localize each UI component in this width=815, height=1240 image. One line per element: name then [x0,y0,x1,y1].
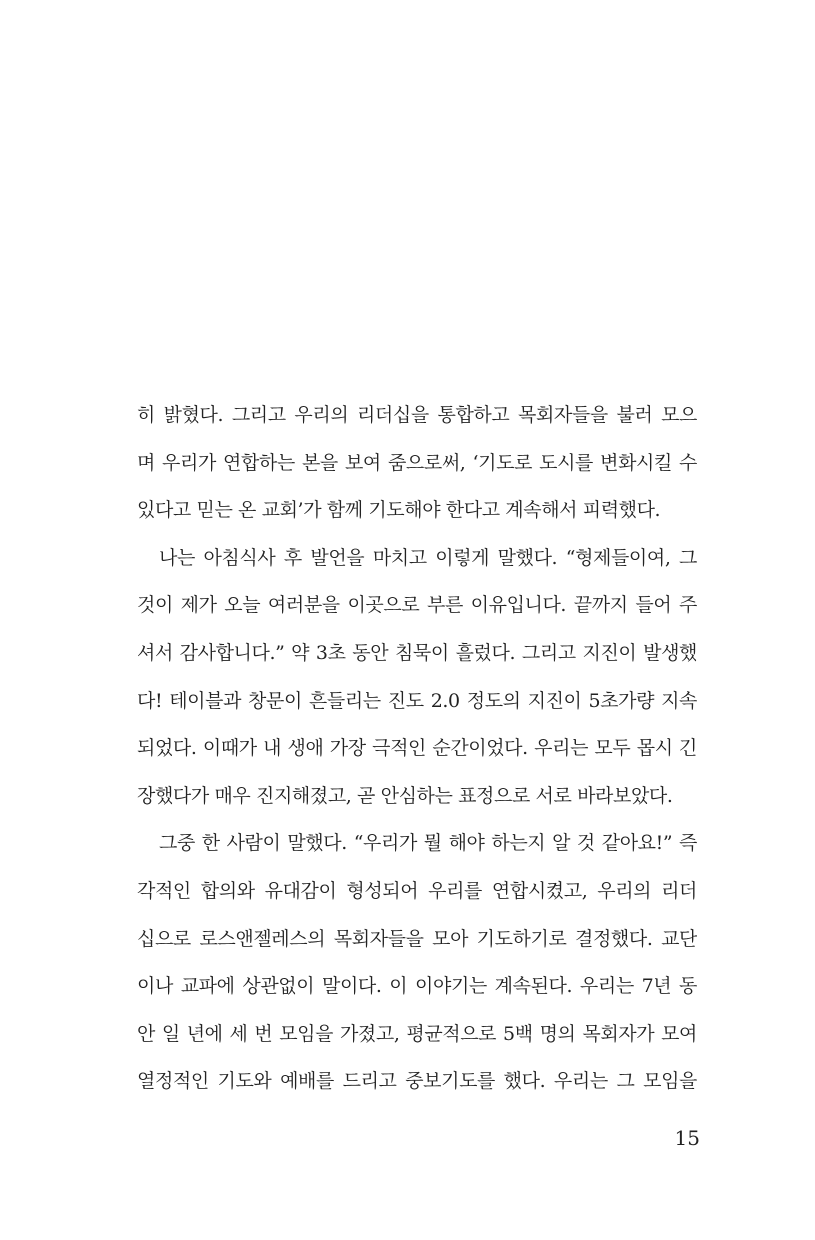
text-line: 그중 한 사람이 말했다. “우리가 뭘 해야 하는지 알 것 같아요!” 즉 [159,832,697,855]
text-line: 다! 테이블과 창문이 흔들리는 진도 2.0 정도의 지진이 5초가량 지속 [137,689,697,712]
page-number: 15 [674,1126,700,1150]
text-line: 있다고 믿는 온 교회’가 함께 기도해야 한다고 계속해서 피력했다. [137,499,661,522]
text-line: 안 일 년에 세 번 모임을 가졌고, 평균적으로 5백 명의 목회자가 모여 [137,1022,697,1045]
text-line: 각적인 합의와 유대감이 형성되어 우리를 연합시켰고, 우리의 리더 [137,879,697,902]
text-line: 되었다. 이때가 내 생애 가장 극적인 순간이었다. 우리는 모두 몹시 긴 [137,737,697,760]
text-line: 며 우리가 연합하는 본을 보여 줌으로써, ‘기도로 도시를 변화시킬 수 [137,451,697,474]
text-line: 십으로 로스앤젤레스의 목회자들을 모아 기도하기로 결정했다. 교단 [137,927,697,950]
text-line: 열정적인 기도와 예배를 드리고 중보기도를 했다. 우리는 그 모임을 [137,1070,697,1093]
text-line: 히 밝혔다. 그리고 우리의 리더십을 통합하고 목회자들을 불러 모으 [137,404,697,426]
body-text [137,392,697,1106]
text-line: 이나 교파에 상관없이 말이다. 이 이야기는 계속된다. 우리는 7년 동 [137,975,697,998]
text-line: 것이 제가 오늘 여러분을 이곳으로 부른 이유입니다. 끝까지 들어 주 [137,594,697,617]
text-line: 나는 아침식사 후 발언을 마치고 이렇게 말했다. “형제들이여, 그 [159,546,697,569]
text-line: 장했다가 매우 진지해졌고, 곧 안심하는 표정으로 서로 바라보았다. [137,784,673,807]
text-line: 셔서 감사합니다.” 약 3초 동안 침묵이 흘렀다. 그리고 지진이 발생했 [137,641,697,664]
